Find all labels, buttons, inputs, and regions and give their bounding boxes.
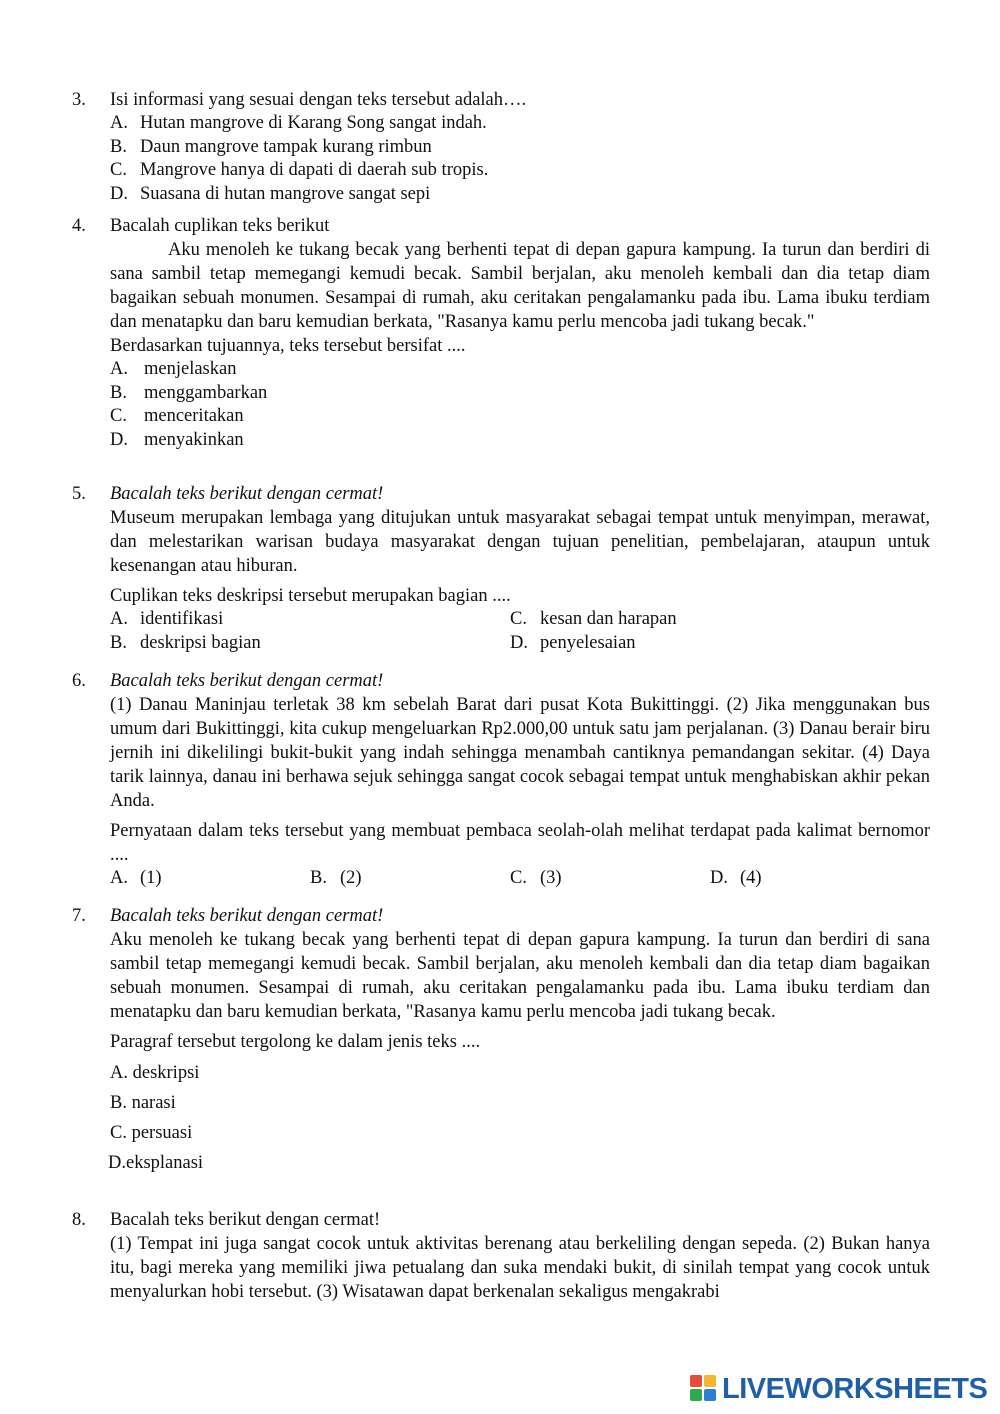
option-c[interactable]: C. menceritakan (110, 406, 244, 426)
option-d[interactable]: D.eksplanasi (108, 1153, 204, 1173)
question-4 (72, 214, 930, 452)
question-8 (72, 1208, 930, 1304)
liveworksheets-logo (690, 1372, 987, 1406)
passage: Aku menoleh ke tukang becak yang berhenti tepat di depan gapura kampung. Ia turun dan berdiri di sana sambil tetap memegangi kemudi becak. Sambil berjalan, aku menoleh kembali dan dia tetap diam bagaikan sebuah monumen. Sesampai di rumah, aku ceritakan pengalamanku pada ibu. Lama ibuku terdiam dan menatapku dan baru kemudian berkata, "Rasanya kamu perlu mencoba jadi tukang becak." (110, 240, 930, 332)
question-number: 6. (72, 671, 86, 691)
question-number: 4. (72, 216, 86, 236)
option-a[interactable]: A. menjelaskan (110, 359, 237, 379)
question-number: 8. (72, 1210, 86, 1230)
passage: Aku menoleh ke tukang becak yang berhenti tepat di depan gapura kampung. Ia turun dan berdiri di sana sambil tetap memegangi kemudi becak. Sambil berjalan, aku menoleh kembali dan dia tetap diam bagaikan sebuah monumen. Sesampai di rumah, aku ceritakan pengalamanku pada ibu. Lama ibuku terdiam dan menatapku dan baru kemudian berkata, "Rasanya kamu perlu mencoba jadi tukang becak. (110, 930, 930, 1022)
option-d[interactable]: D. menyakinkan (110, 429, 244, 450)
option-c[interactable]: C. persuasi (110, 1123, 193, 1143)
question-stem: Bacalah teks berikut dengan cermat! (110, 906, 384, 926)
question-7 (72, 904, 930, 1178)
option-a[interactable]: A. Hutan mangrove di Karang Song sangat indah. (110, 113, 487, 133)
question-prompt: Paragraf tersebut tergolong ke dalam jenis teks .... (110, 1032, 481, 1052)
option-c[interactable]: C. kesan dan harapan (510, 609, 677, 629)
option-d[interactable]: D. (4) (710, 868, 762, 888)
question-stem: Bacalah teks berikut dengan cermat! (110, 484, 384, 504)
passage: Museum merupakan lembaga yang ditujukan untuk masyarakat sebagai tempat untuk menyimpan, merawat, dan melestarikan warisan budaya masyarakat dengan tujuan penelitian, pembelajaran, ataupun untuk kesenangan atau hiburan. (110, 508, 930, 576)
passage: (1) Tempat ini juga sangat cocok untuk aktivitas berenang atau berkeliling dengan sepeda. (2) Bukan hanya itu, bagi mereka yang memiliki jiwa petualang dan suka mendaki bukit, di sinilah tempat yang cocok untuk menyalurkan hobi tersebut. (3) Wisatawan dapat berkenalan sekaligus mengakrabi (110, 1234, 930, 1302)
liveworksheets-icon (690, 1375, 718, 1403)
question-number: 3. (72, 90, 86, 110)
question-prompt: Berdasarkan tujuannya, teks tersebut bersifat .... (110, 336, 466, 356)
option-a[interactable]: A. deskripsi (110, 1063, 200, 1083)
question-stem: Bacalah teks berikut dengan cermat! (110, 1210, 381, 1230)
question-5 (72, 482, 930, 655)
option-a[interactable]: A. identifikasi (110, 609, 224, 629)
option-b[interactable]: B. menggambarkan (110, 382, 268, 403)
question-prompt: Pernyataan dalam teks tersebut yang membuat pembaca seolah-olah melihat terdapat pada kalimat bernomor .... (110, 821, 930, 865)
option-d[interactable]: D. Suasana di hutan mangrove sangat sepi (110, 183, 431, 204)
question-stem: Isi informasi yang sesuai dengan teks tersebut adalah…. (110, 90, 527, 110)
question-3 (72, 88, 930, 206)
option-b[interactable]: B. Daun mangrove tampak kurang rimbun (110, 136, 432, 157)
passage: (1) Danau Maninjau terletak 38 km sebelah Barat dari pusat Kota Bukittinggi. (2) Jika menggunakan bus umum dari Bukittinggi, kita cukup mengeluarkan Rp2.000,00 untuk satu jam perjalanan. (3) Danau berair biru jernih ini dikelilingi bukit-bukit yang indah sehingga menambah cantiknya pemandangan sekitar. (4) Daya tarik lainnya, danau ini berhawa sejuk sehingga sangat cocok sebagai tempat untuk menghabiskan akhir pekan Anda. (110, 695, 930, 811)
option-a[interactable]: A. (1) (110, 868, 162, 888)
question-prompt: Cuplikan teks deskripsi tersebut merupakan bagian .... (110, 586, 511, 606)
option-b[interactable]: B. narasi (110, 1093, 176, 1113)
option-b[interactable]: B. deskripsi bagian (110, 632, 261, 653)
option-c[interactable]: C. Mangrove hanya di dapati di daerah sub tropis. (110, 160, 489, 180)
question-stem: Bacalah teks berikut dengan cermat! (110, 671, 384, 691)
question-stem: Bacalah cuplikan teks berikut (110, 216, 330, 236)
option-c[interactable]: C. (3) (510, 868, 562, 888)
question-number: 7. (72, 906, 86, 926)
brand-name: LIVEWORKSHEETS (722, 1372, 988, 1405)
option-d[interactable]: D. penyelesaian (510, 632, 636, 653)
option-b[interactable]: B. (2) (310, 868, 362, 888)
question-number: 5. (72, 484, 86, 504)
question-6 (72, 669, 930, 891)
